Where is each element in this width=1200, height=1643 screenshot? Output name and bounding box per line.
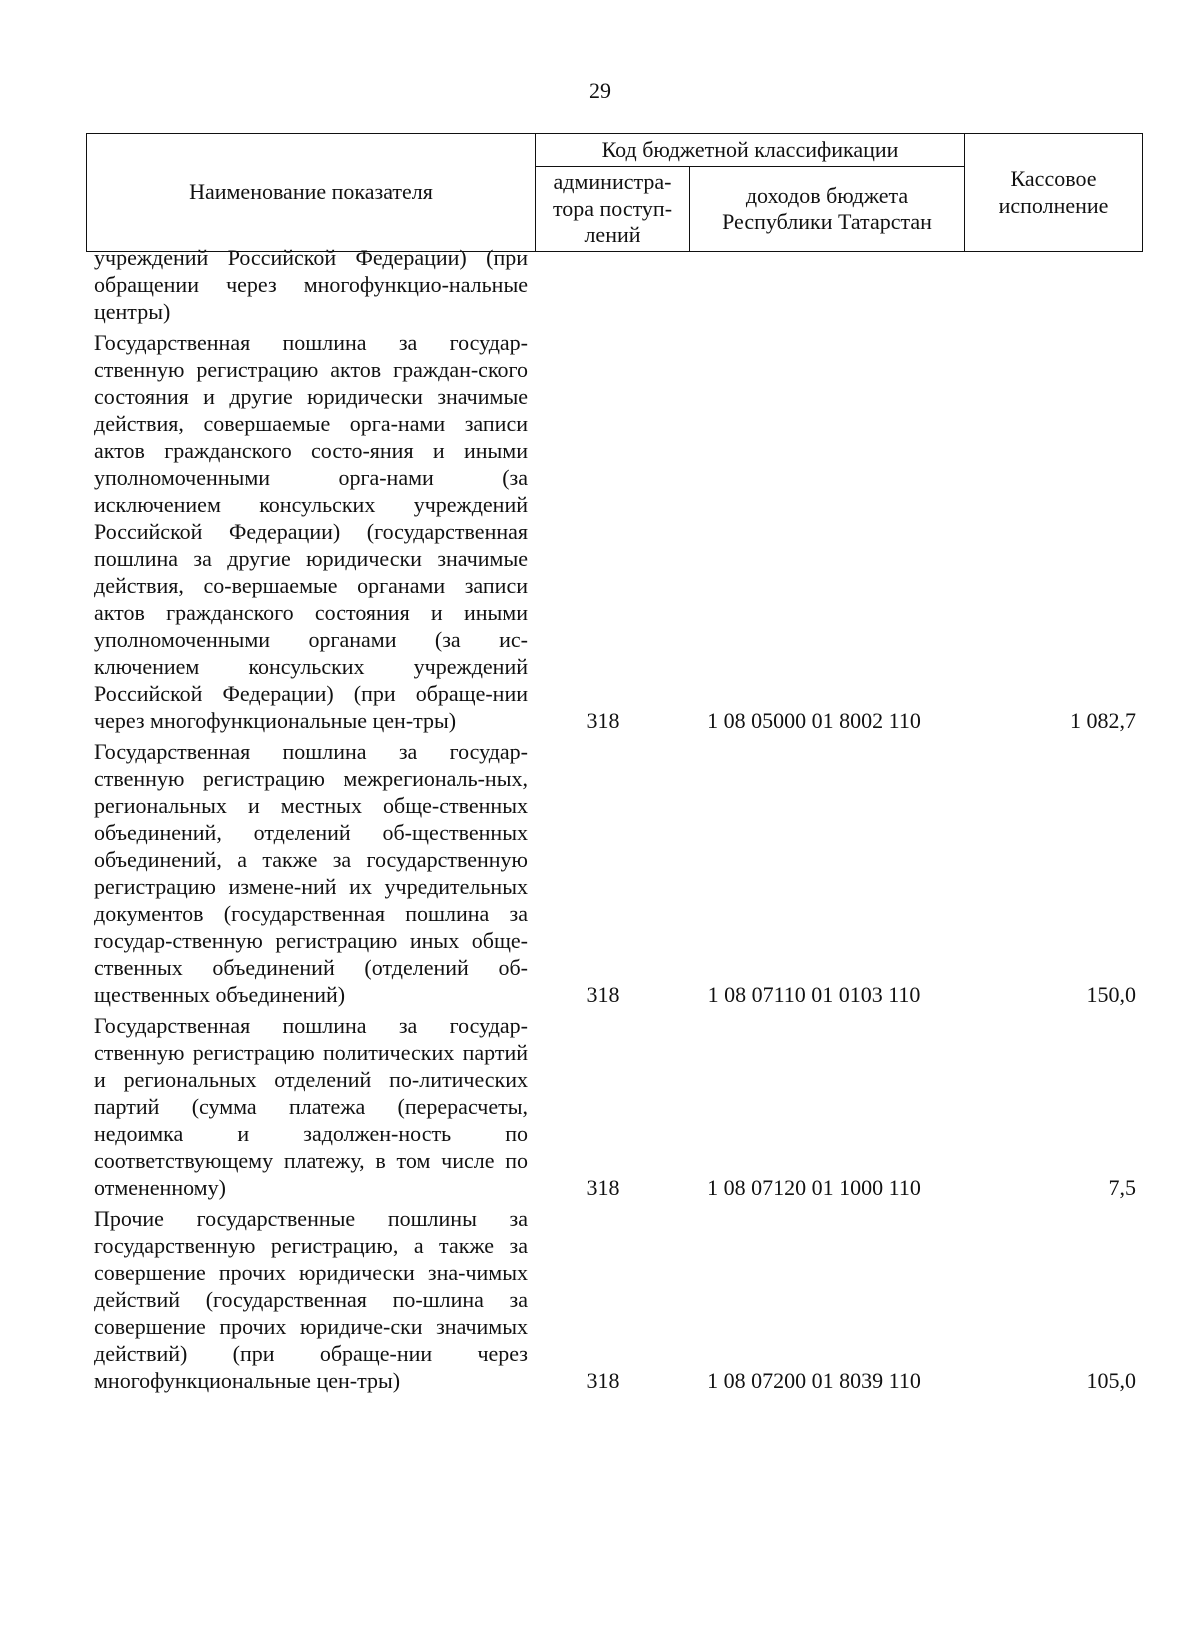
column-header-income-code: доходов бюджета Республики Татарстан	[690, 167, 965, 252]
table-header	[86, 133, 1143, 252]
table-body	[94, 244, 1142, 1398]
column-header-administrator: администра-тора поступ-лений	[536, 167, 690, 252]
indicator-name: Государственная пошлина за государ-ственную регистрацию актов граждан-ского состояния и другие юридически значимые действия, совершаемые орга-нами записи актов гражданского состо-яния и иными уполномоченными орга-нами (за исключением консульских учреждений Российской Федерации) (государственная пошлина за другие юридически значимые действия, со-вершаемые органами записи актов гражданского состояния и иными уполномоченными органами (за ис-ключением консульских учреждений Российской Федерации) (при обраще-нии через многофункциональные цен-тры)	[94, 330, 528, 733]
income-code: 1 08 07200 01 8039 110	[707, 1368, 921, 1393]
execution-amount: 105,0	[1086, 1368, 1136, 1393]
execution-amount: 1 082,7	[1070, 708, 1136, 733]
income-code: 1 08 07110 01 0103 110	[707, 982, 921, 1007]
income-code: 1 08 05000 01 8002 110	[707, 708, 921, 733]
column-header-name: Наименование показателя	[87, 134, 536, 252]
execution-amount: 7,5	[1108, 1175, 1136, 1200]
indicator-name: Прочие государственные пошлины за государственную регистрацию, а также за совершение прочих юридически зна-чимых действий (государственная по-шлина за совершение прочих юридиче-ски значимых действий) (при обраще-нии через многофункциональные цен-тры)	[94, 1206, 528, 1393]
administrator-code: 318	[586, 1368, 620, 1393]
indicator-name: Государственная пошлина за государ-ственную регистрацию межрегиональ-ных, региональных и местных обще-ственных объединений, отделений об-щественных объединений, а также за государственную регистрацию измене-ний их учредительных документов (государственная пошлина за государ-ственную регистрацию иных обще-ственных объединений (отделений об-щественных объединений)	[94, 739, 528, 1007]
table-row	[94, 738, 1142, 1008]
table-row	[94, 1012, 1142, 1201]
administrator-code: 318	[586, 1175, 620, 1200]
page-number: 29	[589, 78, 611, 103]
indicator-name: Государственная пошлина за государ-ственную регистрацию политических партий и региональных отделений по-литических партий (сумма платежа (перерасчеты, недоимка и задолжен-ность по соответствующему платежу, в том числе по отмененному)	[94, 1013, 528, 1200]
table-row	[94, 244, 1142, 325]
income-code: 1 08 07120 01 1000 110	[707, 1175, 921, 1200]
table-row	[94, 329, 1142, 734]
administrator-code: 318	[586, 982, 620, 1007]
execution-amount: 150,0	[1086, 982, 1136, 1007]
table-row	[94, 1205, 1142, 1394]
administrator-code: 318	[586, 708, 620, 733]
indicator-name: учреждений Российской Федерации) (при обращении через многофункцио-нальные центры)	[94, 245, 528, 324]
column-group-budget-code: Код бюджетной классификации	[536, 134, 965, 167]
column-header-execution: Кассовое исполнение	[965, 134, 1143, 252]
